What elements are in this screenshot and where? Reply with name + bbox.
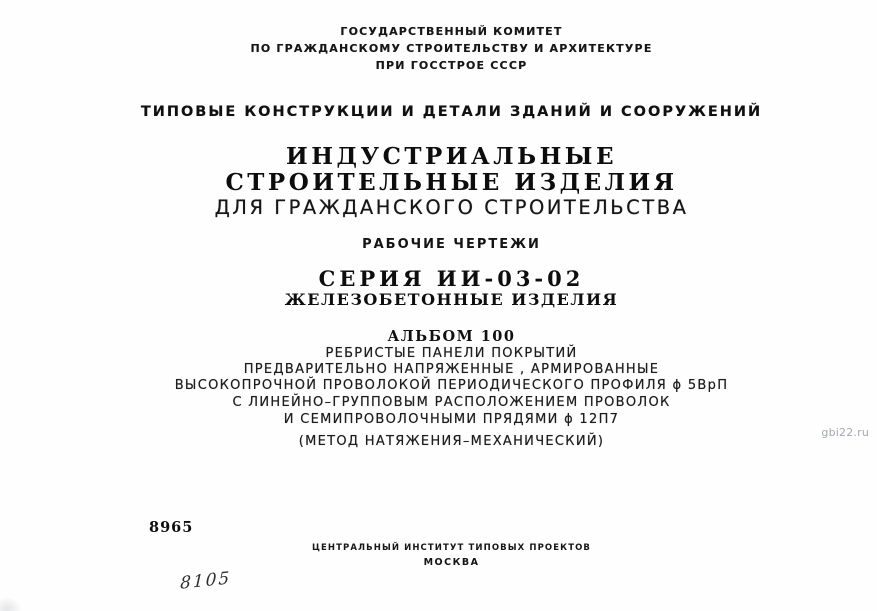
order-number: 8965 (149, 519, 194, 536)
committee-line-2: ПО ГРАЖДАНСКОМУ СТРОИТЕЛЬСТВУ И АРХИТЕКТУРЕ (250, 42, 653, 55)
handwritten-number: 8105 (179, 568, 232, 594)
album-description-line-2: ПРЕДВАРИТЕЛЬНО НАПРЯЖЕННЫЕ , АРМИРОВАННЫЕ (243, 362, 660, 377)
album-description-line-5: И СЕМИПРОВОЛОЧНЫМИ ПРЯДЯМИ ϕ 12П7 (283, 412, 620, 427)
series-banner: ТИПОВЫЕ КОНСТРУКЦИИ И ДЕТАЛИ ЗДАНИЙ И СООРУЖЕНИЙ (140, 104, 763, 120)
site-watermark: gbi22.ru (821, 426, 869, 439)
album-description-line-1: РЕБРИСТЫЕ ПАНЕЛИ ПОКРЫТИЙ (325, 346, 578, 361)
committee-line-3: ПРИ ГОССТРОЕ СССР (375, 59, 528, 72)
album-description-line-3: ВЫСОКОПРОЧНОЙ ПРОВОЛОКОЙ ПЕРИОДИЧЕСКОГО ПРОФИЛЯ ϕ 5ВрП (174, 378, 729, 393)
document-title-line-2: СТРОИТЕЛЬНЫЕ ИЗДЕЛИЯ (225, 169, 678, 196)
city-label: МОСКВА (423, 557, 480, 568)
working-drawings-label: РАБОЧИЕ ЧЕРТЕЖИ (362, 237, 541, 252)
tensioning-method-note: (МЕТОД НАТЯЖЕНИЯ–МЕХАНИЧЕСКИЙ) (298, 434, 605, 449)
document-title-line-1: ИНДУСТРИАЛЬНЫЕ (286, 143, 617, 170)
series-number: СЕРИЯ ИИ-03-02 (318, 266, 585, 291)
album-title: АЛЬБОМ 100 (387, 328, 516, 345)
committee-line-1: ГОСУДАРСТВЕННЫЙ КОМИТЕТ (340, 25, 563, 38)
series-subject: ЖЕЛЕЗОБЕТОННЫЕ ИЗДЕЛИЯ (284, 290, 619, 309)
institute-name: ЦЕНТРАЛЬНЫЙ ИНСТИТУТ ТИПОВЫХ ПРОЕКТОВ (311, 543, 591, 553)
album-description-line-4: С ЛИНЕЙНО–ГРУППОВЫМ РАСПОЛОЖЕНИЕМ ПРОВОЛОК (232, 395, 671, 410)
document-title-line-3: ДЛЯ ГРАЖДАНСКОГО СТРОИТЕЛЬСТВА (214, 196, 689, 219)
